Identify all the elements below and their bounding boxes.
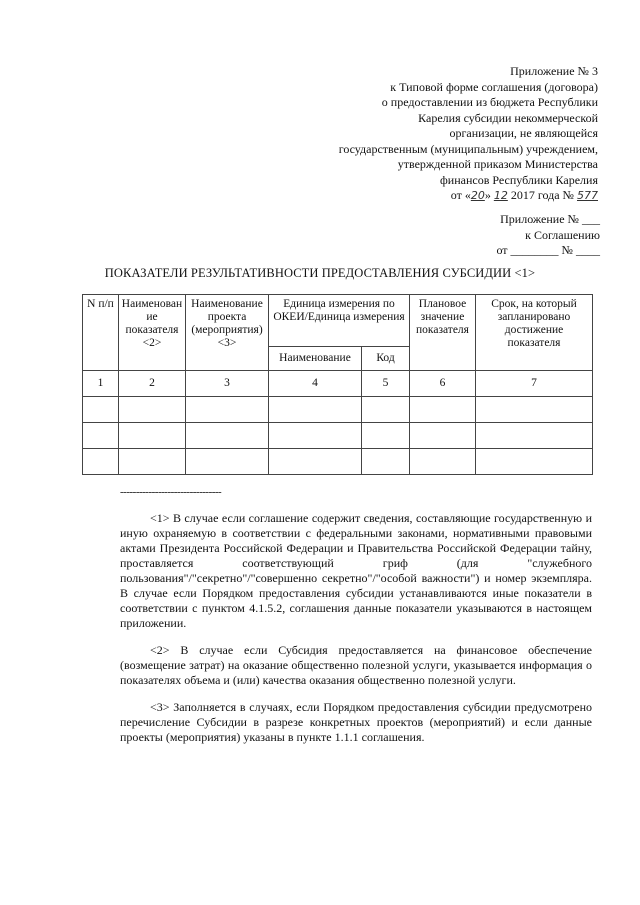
empty-cell xyxy=(119,397,186,423)
header-line: о предоставлении из бюджета Республики xyxy=(381,95,598,109)
footnote-text: <3> Заполняется в случаях, если Порядком предоставления субсидии предусмотрено перечисление Субсидии в разрезе конкретных проектов (мероприятий) и если данные проекты (мероприятия) указаны в пункте 1.1.1 соглашения. xyxy=(120,700,592,744)
empty-cell xyxy=(410,397,476,423)
header-line: Приложение № 3 xyxy=(510,64,598,78)
agreement-line: от ________ № ____ xyxy=(496,243,600,257)
empty-cell xyxy=(83,449,119,475)
footnote-text: <2> В случае если Субсидия предоставляется на финансовое обеспечение (возмещение затрат) на оказание общественно полезной услуги, указывается информация о показателях объема и (или) качества оказания общественно полезной услуги. xyxy=(120,643,592,687)
empty-cell xyxy=(269,397,362,423)
empty-cell xyxy=(362,397,410,423)
header-unit-code: Код xyxy=(362,347,410,371)
header-unit-name: Наименование xyxy=(269,347,362,371)
table-row xyxy=(83,449,593,475)
footnote-3 xyxy=(120,700,592,745)
header-number: N п/п xyxy=(83,295,119,371)
header-line: организации, не являющейся xyxy=(449,126,598,140)
appendix-header xyxy=(339,64,598,204)
header-line: Карелия субсидии некоммерческой xyxy=(418,110,598,125)
column-number: 4 xyxy=(269,371,362,397)
empty-cell xyxy=(83,397,119,423)
column-number: 6 xyxy=(410,371,476,397)
footnote-1 xyxy=(120,511,592,631)
table-row xyxy=(83,397,593,423)
handwritten-month: 12 xyxy=(493,189,508,202)
empty-cell xyxy=(410,423,476,449)
header-line: к Типовой форме соглашения (договора) xyxy=(390,79,598,94)
header-indicator-name: Наименование показателя <2> xyxy=(119,295,186,371)
handwritten-day: 20 xyxy=(470,189,485,202)
header-line: государственным (муниципальным) учреждением, xyxy=(338,141,598,156)
empty-cell xyxy=(410,449,476,475)
order-date-line xyxy=(339,188,598,204)
column-number: 1 xyxy=(83,371,119,397)
footnotes xyxy=(120,511,592,757)
header-unit: Единица измерения по ОКЕИ/Единица измерения xyxy=(269,295,410,347)
column-number: 2 xyxy=(119,371,186,397)
agreement-line: Приложение № ___ xyxy=(500,212,600,226)
empty-cell xyxy=(186,397,269,423)
agreement-line: к Соглашению xyxy=(525,227,600,242)
empty-cell xyxy=(119,449,186,475)
empty-cell xyxy=(186,449,269,475)
indicators-table xyxy=(82,294,593,475)
empty-cell xyxy=(119,423,186,449)
header-planned-value: Плановое значение показателя xyxy=(410,295,476,371)
header-project-name: Наименование проекта (мероприятия) <3> xyxy=(186,295,269,371)
header-deadline: Срок, на который запланировано достижение показателя xyxy=(476,295,593,371)
table-row xyxy=(83,423,593,449)
date-mid: » xyxy=(484,188,494,202)
column-number: 7 xyxy=(476,371,593,397)
agreement-header xyxy=(496,212,600,259)
empty-cell xyxy=(83,423,119,449)
footnote-separator: -------------------------------- xyxy=(120,486,222,498)
empty-cell xyxy=(476,449,593,475)
year-text: 2017 года № xyxy=(507,188,577,202)
empty-cell xyxy=(362,423,410,449)
handwritten-number: 577 xyxy=(577,189,598,202)
date-prefix: от « xyxy=(450,188,471,202)
document-title: ПОКАЗАТЕЛИ РЕЗУЛЬТАТИВНОСТИ ПРЕДОСТАВЛЕНИЯ СУБСИДИИ <1> xyxy=(104,266,536,280)
empty-cell xyxy=(269,449,362,475)
empty-cell xyxy=(476,397,593,423)
footnote-2 xyxy=(120,643,592,688)
empty-cell xyxy=(362,449,410,475)
empty-cell xyxy=(476,423,593,449)
column-number-row xyxy=(83,371,593,397)
footnote-text: <1> В случае если соглашение содержит сведения, составляющие государственную и иную охраняемую в соответствии с федеральными законами, нормативными правовыми актами Президента Российской Федерации и Правительства Российской Федерации тайну, проставляется соответствующий гриф (для "служебного пользования"/"секретно"/"совершенно секретно"/"особой важности") и номер экземпляра. В случае если Порядком предоставления субсидии устанавливаются иные показатели в соответствии с пунктом 4.1.5.2, соглашения данные показатели указываются в настоящем приложении. xyxy=(120,511,592,630)
header-line: утвержденной приказом Министерства xyxy=(397,157,598,171)
empty-cell xyxy=(186,423,269,449)
empty-cell xyxy=(269,423,362,449)
header-line: финансов Республики Карелия xyxy=(440,172,598,187)
column-number: 5 xyxy=(362,371,410,397)
column-number: 3 xyxy=(186,371,269,397)
